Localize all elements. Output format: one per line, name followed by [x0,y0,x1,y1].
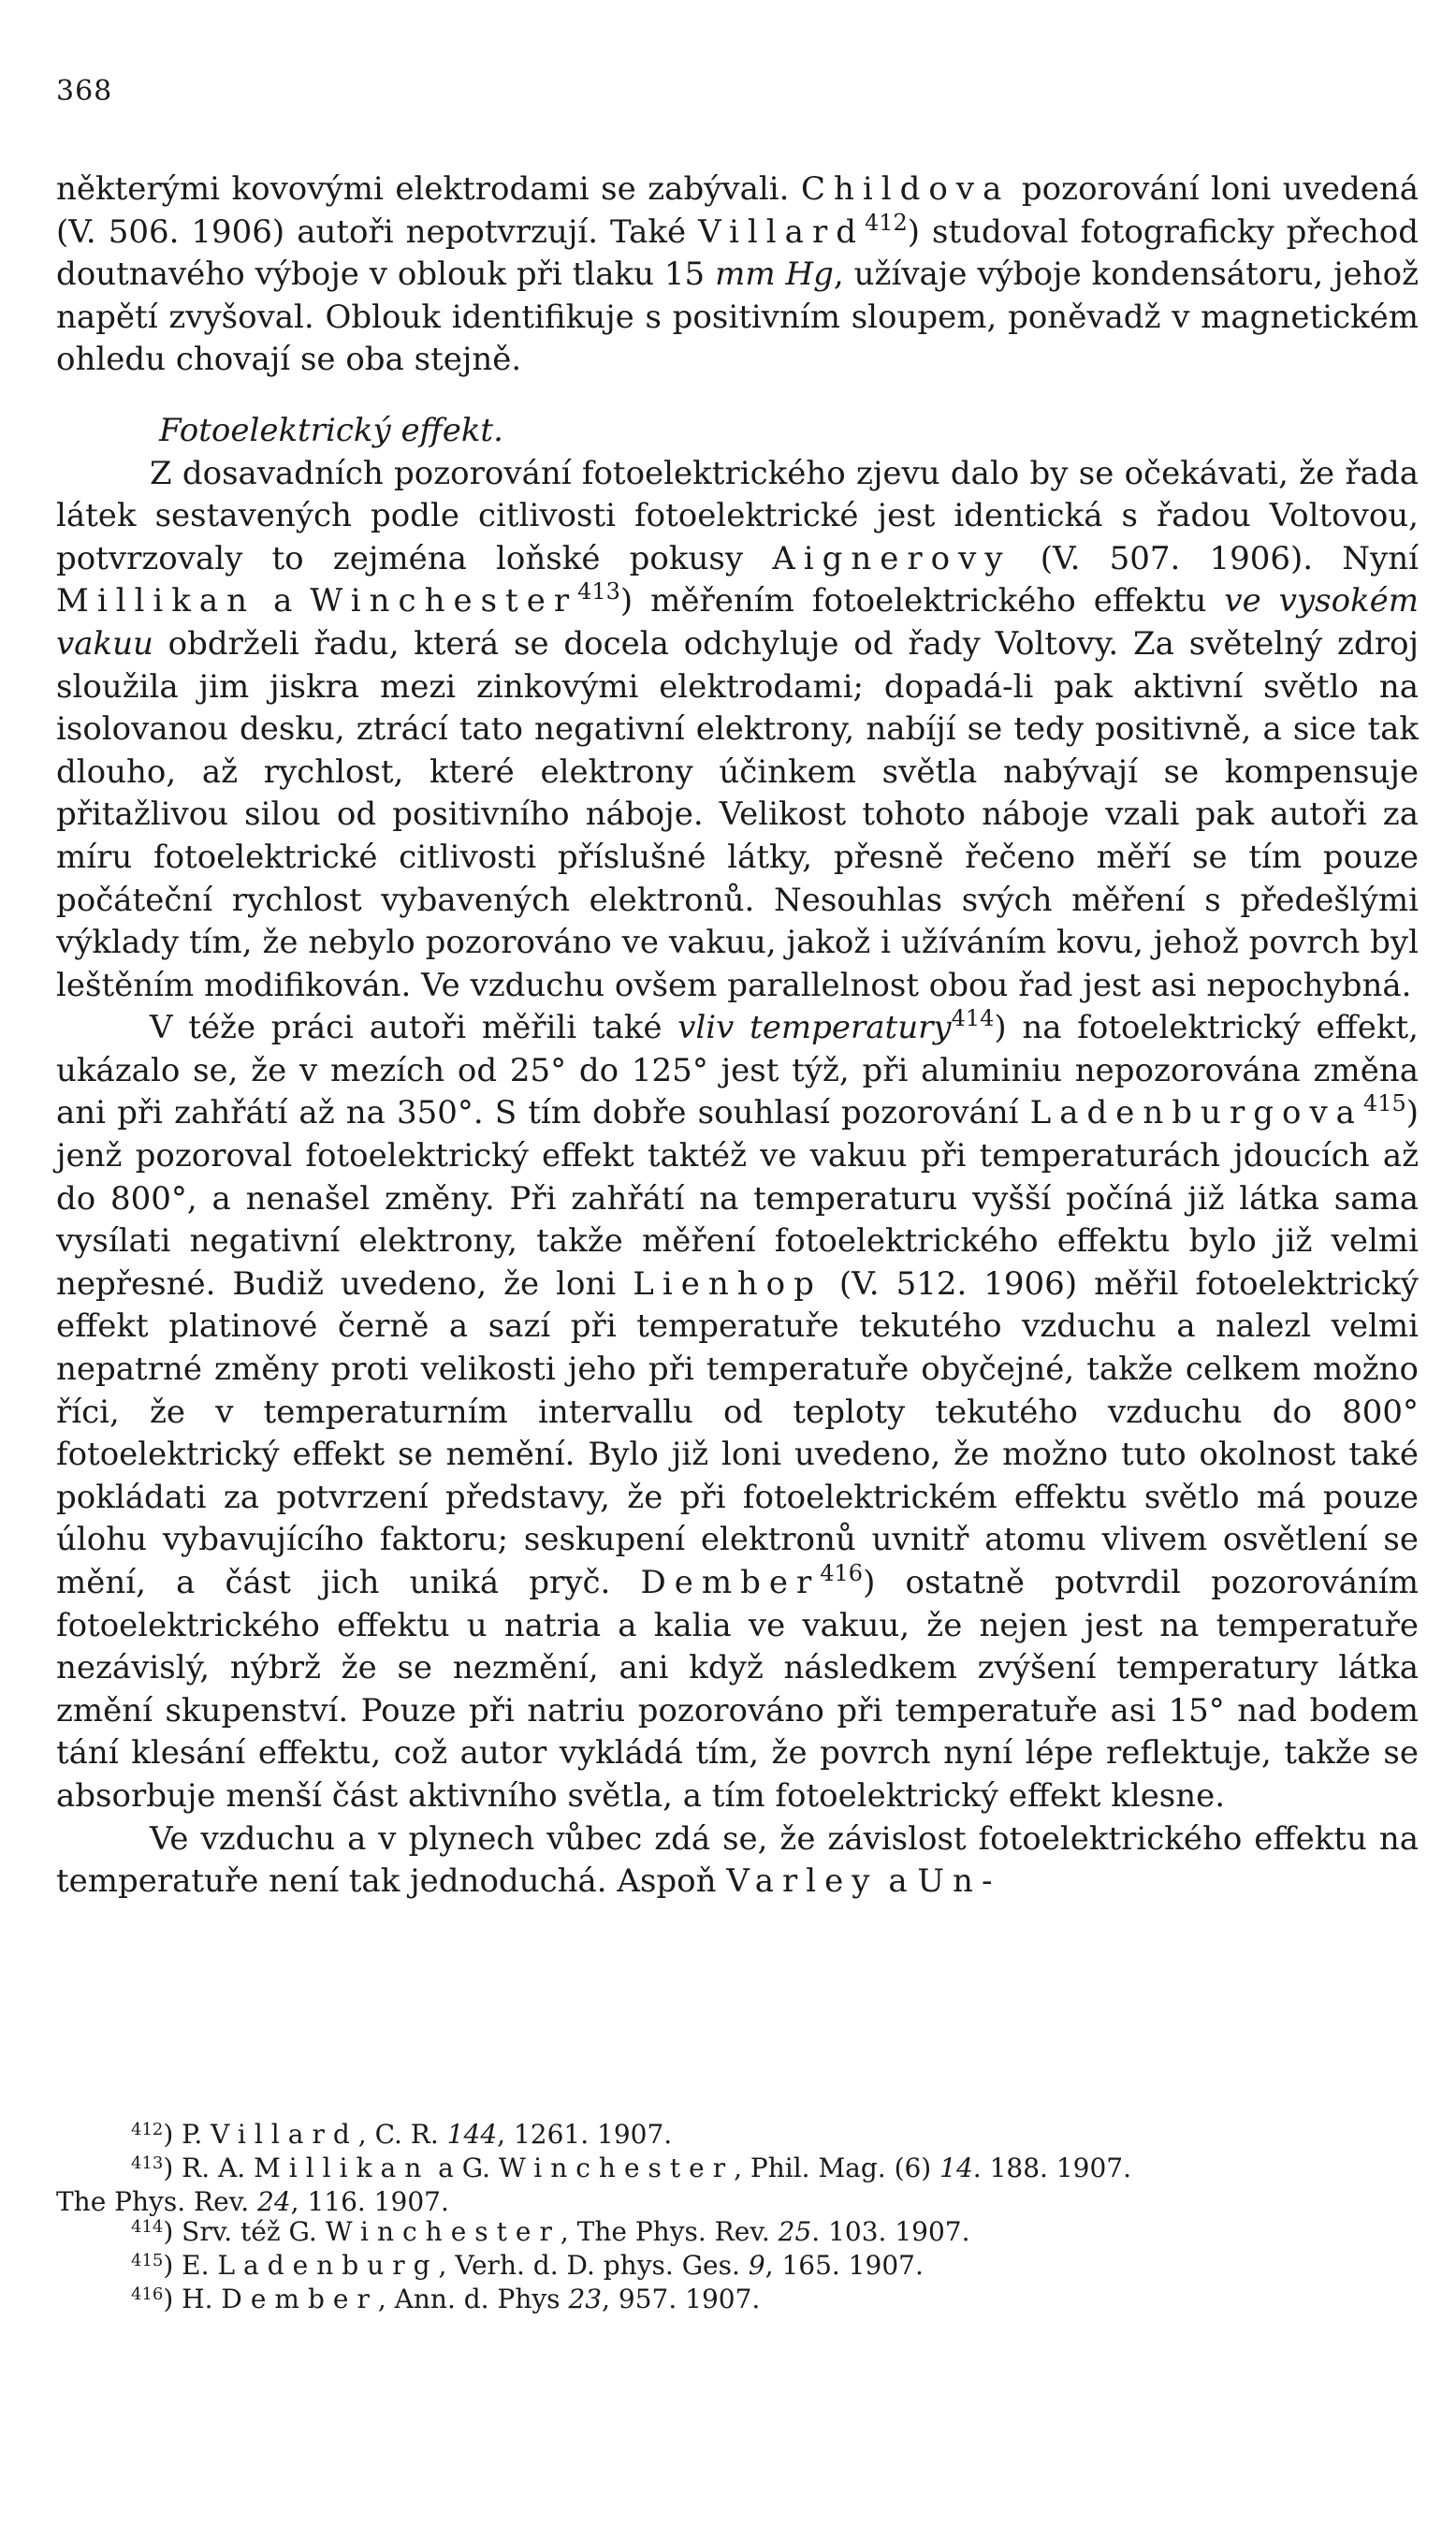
main-text [56,168,1419,1904]
author-name-villard: Villard [698,212,865,251]
text-run: (V. 507. 1906). Nyní [1011,539,1419,577]
text-run: , Ann. d. Phys [377,2284,569,2314]
text-run: ) studoval fotograficky přechod doutnavého výboje v oblouk při tlaku 15 [56,212,1419,294]
author-name-millikan: Millikan [56,582,256,620]
paragraph-2 [56,453,1419,1008]
footnote-number: 413 [131,2153,164,2173]
text-run: , 957. 1907. [602,2284,761,2314]
text-run: , 1261. 1907. [497,2119,673,2150]
text-run: V téže práci autoři měřili také [150,1009,678,1047]
unit-mm-hg: mm Hg [715,255,834,294]
footnote-ref-416: 416 [820,1560,864,1586]
footnote-number: 414 [131,2217,164,2237]
footnote-number: 412 [131,2120,164,2139]
author-name-dember: Dember [640,1564,821,1601]
author-name: Dember [221,2284,378,2314]
text-run: a [878,1862,918,1901]
text-run: obdrželi řadu, která se docela odchyluje od řady Voltovy. Za světelný zdroj sloužila jim jiskra mezi zinkovými elektrodami; dopadá-li pak aktivní světlo na isolovanou desku, ztrácí tato negativní elektrony, nabíjí se tedy positivně, a sice tak dlouho, až rychlost, které elektrony účinkem světla nabývají se kompensuje přitažlivou silou od positivního náboje. Velikost tohoto náboje vzali pak autoři za míru fotoelektrické citlivosti příslušné látky, přesně řečeno měří se tím pouze počáteční rychlost vybavených elektronů. Nesouhlas svých měření s předešlými výklady tím, že nebylo pozorováno ve vakuu, jakož i užíváním kovu, jehož povrch byl leštěním modifikován. Ve vzduchu ovšem parallelnost obou řad jest asi nepochybná. [56,624,1419,1004]
text-run: The Phys. Rev. [56,2186,257,2217]
footnote-413-continued [56,2187,1419,2217]
text-run: ) Srv. též G. [163,2216,326,2247]
volume: 23 [568,2284,603,2314]
footnote-ref-413: 413 [577,578,620,606]
author-name-ladenburgova: Ladenburgova [1029,1094,1363,1132]
footnote-number: 416 [131,2284,164,2304]
text-run: ) na fotoelektrický effekt, ukázalo se, že v mezích od 25° do 125° jest týž, při aluminiu nepozorována změna ani při zahřátí až na 350°. S tím dobře souhlasí pozorování [56,1009,1419,1132]
author-name-winchester: Winchester [310,582,578,620]
emphasis-vakuu: ve vysokém vakuu [56,582,1420,663]
author-name-un: Un- [917,1862,1001,1901]
section-heading: Fotoelektrický effekt. [159,411,503,449]
text-run: ) P. [163,2119,211,2150]
volume: 14 [939,2153,973,2183]
text-run: Z dosavadních pozorování fotoelektrického zjevu dalo by se očekávati, že řada látek sestavených podle citlivosti fotoelektrické jest identická s řadou Voltovou, potvrzovaly to zejména loňské pokusy [56,454,1419,577]
author-name: Winchester [325,2216,561,2247]
volume: 144 [446,2119,498,2150]
footnote-412 [56,2120,1419,2153]
text-run: . 188. 1907. [972,2153,1131,2183]
author-name: Ladenburg [217,2250,439,2281]
text-run: , 116. 1907. [290,2186,449,2217]
author-name: Winchester [498,2153,735,2183]
footnote-ref-412: 412 [864,209,908,236]
emphasis-vliv: vliv temperatury [677,1009,952,1047]
footnote-ref-415: 415 [1362,1090,1406,1117]
footnote-416 [56,2284,1419,2318]
footnotes [56,2120,1419,2318]
text-run: ) měřením fotoelektrického effektu [619,582,1225,620]
footnote-415 [56,2251,1419,2284]
footnote-414 [56,2217,1419,2251]
paragraph-1 [56,168,1419,382]
text-run: a G. [430,2153,499,2183]
text-run: , užívaje výboje kondensátoru, jehož napětí zvyšoval. Oblouk identifikuje s positivním sloupem, poněvadž v magnetickém ohledu chovají se oba stejně. [56,255,1420,379]
text-run: ) R. A. [163,2153,255,2183]
text-run: a [255,582,311,620]
text-run: . 103. 1907. [811,2216,970,2247]
text-run: (V. 512. 1906) měřil fotoelektrický effekt platinové černě a sazí při temperatuře tekutého vzduchu a nalezl velmi nepatrné změny proti velikosti jeho při temperatuře obyčejné, takže celkem možno říci, že v temperaturním intervallu od teploty tekutého vzduchu do 800° fotoelektrický effekt se nemění. Bylo již loni uvedeno, že možno tuto okolnost také pokládati za potvrzení představy, že při fotoelektrickém effektu světlo má pouze úlohu vybavujícího faktoru; seskupení elektronů uvnitř atomu vlivem osvětlení se mění, a část jich uniká pryč. [56,1264,1419,1601]
text-run: , 165. 1907. [764,2250,924,2281]
text-run: , C. R. [357,2119,447,2150]
footnote-number: 415 [131,2251,164,2270]
volume: 24 [257,2186,291,2217]
text-run: , Verh. d. D. phys. Ges. [438,2250,749,2281]
author-name-aignerovy: Aignerovy [772,539,1012,577]
volume: 9 [748,2250,765,2281]
volume: 25 [778,2216,812,2247]
author-name-lienhop: Lienhop [633,1264,823,1303]
text-run: Ve vzduchu a v plynech vůbec zdá se, že závislost fotoelektrického effektu na temperatuře není tak jednoduchá. Aspoň [56,1819,1419,1901]
author-name-childova: Childova [801,170,1011,208]
text-run: některými kovovými elektrodami se zabývali. [56,170,801,208]
text-run: ) ostatně potvrdil pozorováním fotoelektrického effektu u natria a kalia ve vakuu, že nejen jest na temperatuře nezávislý, nýbrž že se nezmění, ani když následkem zvýšení temperatury látka změní skupenství. Pouze při natriu pozorováno při temperatuře asi 15° nad bodem tání klesání effektu, což autor vykládá tím, že povrch nyní lépe reflektuje, takže se absorbuje menší část aktivního světla, a tím fotoelektrický effekt klesne. [56,1564,1420,1815]
footnote-413 [56,2153,1419,2187]
text-run: pozorování loni uvedená (V. 506. 1906) autoři nepotvrzují. Také [56,170,1419,251]
paragraph-3 [56,1007,1419,1817]
text-run: , Phil. Mag. (6) [734,2153,940,2183]
footnote-ref-414: 414 [951,1005,995,1032]
text-run: ) E. [163,2250,218,2281]
text-run: , The Phys. Rev. [560,2216,779,2247]
author-name-varley: Varley [726,1862,879,1901]
author-name: Villard [211,2119,358,2150]
page-number: 368 [56,75,113,108]
paragraph-4 [56,1818,1419,1904]
text-run: ) H. [163,2284,222,2314]
author-name: Millikan [254,2153,430,2183]
text-run: ) jenž pozoroval fotoelektrický effekt taktéž ve vakuu při temperaturách jdoucích až do 800°, a nenašel změny. Při zahřátí na temperaturu vyšší počíná již látka sama vysílati negativní elektrony, takže měření fotoelektrického effektu bylo již velmi nepřesné. Budiž uvedeno, že loni [56,1094,1419,1303]
